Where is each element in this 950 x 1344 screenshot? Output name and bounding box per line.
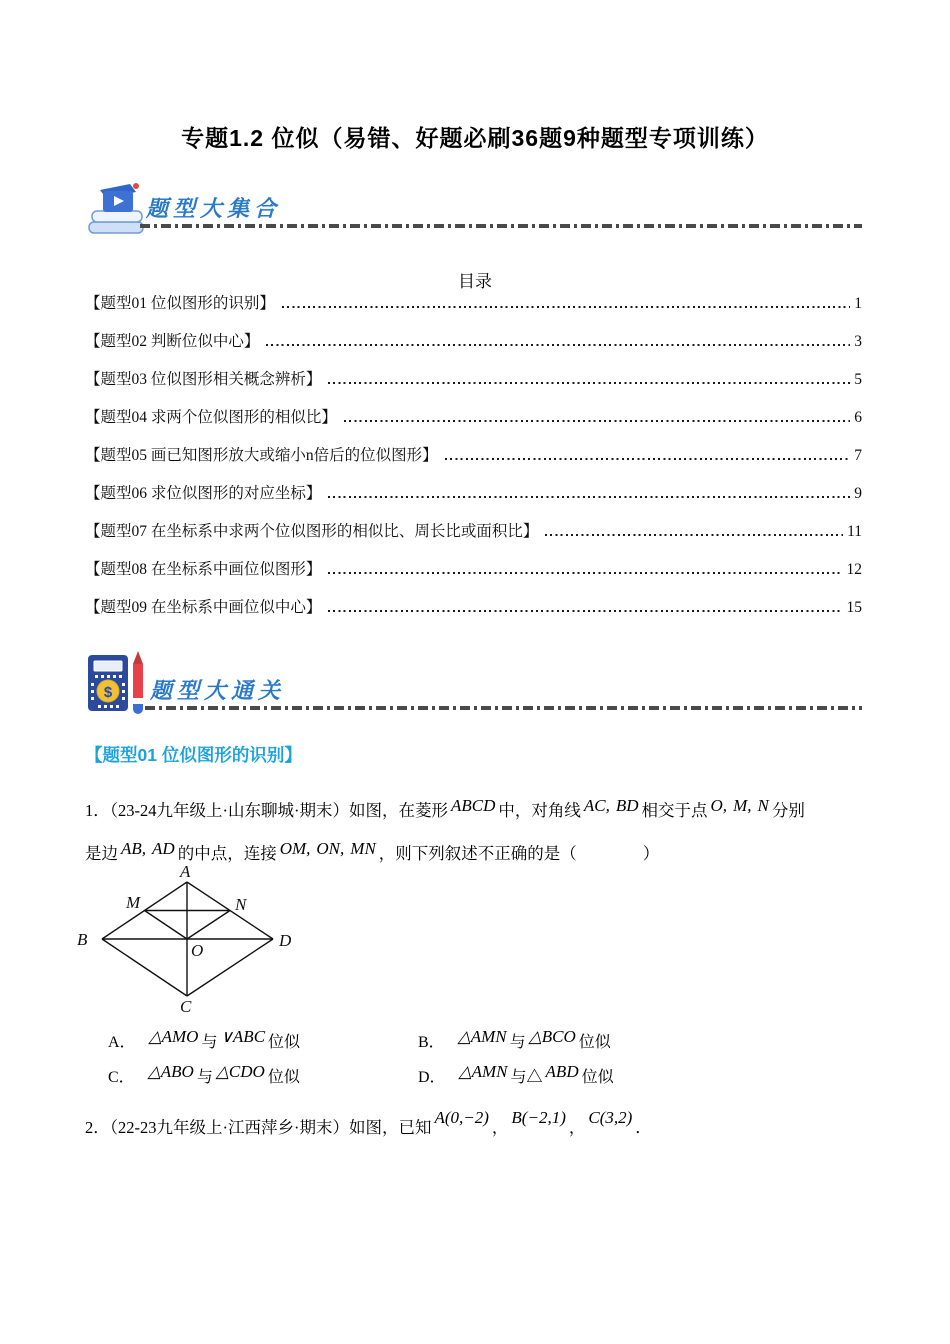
text-run: 位似: [581, 1069, 614, 1086]
vertex-label-C: C: [180, 997, 192, 1016]
toc-heading: 目录: [458, 272, 492, 291]
text-run: 中，对角线: [498, 801, 581, 820]
document-title: 专题1.2 位似（易错、好题必刷36题9种题型专项训练）: [181, 125, 769, 151]
toc-page-number: 5: [854, 371, 862, 388]
banner-collection-divider: [140, 224, 862, 228]
text-run: 的中点，连接: [177, 844, 277, 863]
text-run: 1．（23-24九年级上·山东聊城·期末）如图，在菱形: [85, 801, 448, 820]
text-run: ，: [491, 1118, 509, 1137]
toc-item[interactable]: [85, 557, 862, 595]
toc-item[interactable]: [85, 291, 862, 329]
math-run: BD: [615, 796, 639, 815]
question-2: [85, 1108, 915, 1138]
toc-item-label: 【题型06 求位似图形的对应坐标】: [85, 485, 322, 502]
toc-page-number: 15: [846, 599, 862, 616]
text-run: ．: [635, 1118, 652, 1137]
toc-leader-dots: [328, 496, 850, 498]
text-run: 与: [509, 1034, 526, 1051]
vertex-label-A: A: [180, 862, 191, 881]
toc-item-label: 【题型08 在坐标系中画位似图形】: [85, 561, 322, 578]
math-run: △AMN: [458, 1062, 508, 1081]
text-run: 位似: [268, 1034, 301, 1051]
text-run: 位似: [267, 1069, 300, 1086]
math-run: △CDO: [215, 1062, 265, 1081]
section-heading-01: 【题型01 位似图形的识别】: [85, 745, 302, 765]
text-run: 分别: [771, 801, 805, 820]
toc-item-label: 【题型01 位似图形的识别】: [85, 295, 275, 312]
toc-item[interactable]: [85, 405, 862, 443]
math-run: ∨ABC: [220, 1027, 266, 1046]
choice-option-B: [418, 1024, 848, 1059]
toc-page-number: 1: [854, 295, 862, 312]
toc-item[interactable]: [85, 595, 862, 633]
toc-page-number: 6: [854, 409, 862, 426]
toc-item-label: 【题型07 在坐标系中求两个位似图形的相似比、周长比或面积比】: [85, 523, 539, 540]
text-run: 与: [201, 1034, 218, 1051]
diagram-edge-BC: [102, 939, 187, 996]
toc-page-number: 3: [854, 333, 862, 350]
toc-leader-dots: [344, 420, 850, 422]
math-run: ON,: [316, 839, 345, 858]
text-run: ，则下列叙述不正确的是（ ）: [378, 844, 660, 863]
toc-leader-dots: [328, 572, 842, 574]
text-run: 位似: [578, 1034, 611, 1051]
text-run: 2．（22-23九年级上·江西萍乡·期末）如图，已知: [85, 1118, 432, 1137]
vertex-label-B: B: [77, 930, 88, 949]
text-run: ，: [568, 1118, 586, 1137]
vertex-label-M: M: [126, 893, 141, 912]
choice-option-C: [108, 1059, 418, 1094]
math-run: △BCO: [528, 1027, 576, 1046]
svg-text:$: $: [103, 684, 113, 701]
toc-item[interactable]: [85, 519, 862, 557]
question-1-line-1: [85, 789, 880, 832]
toc-item[interactable]: [85, 481, 862, 519]
math-run: O,: [710, 796, 728, 815]
toc-page-number: 11: [847, 523, 862, 540]
diagram-edge-ON: [187, 911, 230, 940]
answer-choices: [108, 1024, 848, 1094]
math-run: △ABO: [147, 1062, 194, 1081]
choice-option-D: [418, 1059, 848, 1094]
math-run: ABD: [545, 1062, 579, 1081]
text-run: 与△: [510, 1069, 543, 1086]
toc-item[interactable]: [85, 367, 862, 405]
math-run: AB,: [121, 839, 147, 858]
text-run: 与: [196, 1069, 213, 1086]
math-run: OM,: [279, 839, 311, 858]
text-run: 相交于点: [641, 801, 708, 820]
math-run: ABCD: [450, 796, 496, 815]
choice-letter: B．: [418, 1034, 445, 1051]
toc-item[interactable]: [85, 443, 862, 481]
banner-pass-divider: [145, 706, 862, 710]
toc-item-label: 【题型09 在坐标系中画位似中心】: [85, 599, 322, 616]
math-run: N: [757, 796, 769, 815]
choice-letter: D．: [418, 1069, 446, 1086]
vertex-label-O: O: [191, 941, 204, 960]
toc-leader-dots: [266, 344, 850, 346]
table-of-contents: [85, 291, 862, 633]
book-stack-icon: [86, 178, 148, 238]
toc-leader-dots: [328, 382, 850, 384]
vertex-label-N: N: [235, 895, 247, 914]
math-run: △AMO: [148, 1027, 199, 1046]
toc-leader-dots: [445, 458, 851, 460]
toc-item-label: 【题型05 画已知图形放大或缩小n倍后的位似图形】: [85, 447, 438, 464]
math-coordinate: C(3,2): [588, 1108, 633, 1127]
toc-page-number: 12: [846, 561, 862, 578]
vertex-label-D: D: [279, 931, 292, 950]
text-run: 是边: [85, 844, 118, 863]
banner-collection-label: 题型大集合: [146, 196, 282, 221]
banner-pass-label: 题型大通关: [150, 678, 286, 703]
toc-item-label: 【题型02 判断位似中心】: [85, 333, 260, 350]
math-run: AD: [152, 839, 175, 858]
toc-leader-dots: [282, 306, 850, 308]
choice-letter: C．: [108, 1069, 135, 1086]
toc-page-number: 7: [854, 447, 862, 464]
math-run: AC,: [583, 796, 610, 815]
choice-option-A: [108, 1024, 418, 1059]
toc-page-number: 9: [854, 485, 862, 502]
math-run: △AMN: [457, 1027, 507, 1046]
math-run: M,: [733, 796, 752, 815]
diagram-edge-OM: [145, 911, 188, 940]
toc-item[interactable]: [85, 329, 862, 367]
rhombus-diagram: [70, 858, 332, 1018]
choice-letter: A．: [108, 1034, 136, 1051]
math-run: MN: [350, 839, 376, 858]
math-coordinate: A(0,−2): [434, 1108, 489, 1127]
calculator-pencil-icon: [86, 650, 150, 716]
toc-leader-dots: [545, 534, 843, 536]
toc-leader-dots: [328, 610, 842, 612]
math-coordinate: B(−2,1): [511, 1108, 566, 1127]
toc-item-label: 【题型04 求两个位似图形的相似比】: [85, 409, 337, 426]
toc-item-label: 【题型03 位似图形相关概念辨析】: [85, 371, 322, 388]
